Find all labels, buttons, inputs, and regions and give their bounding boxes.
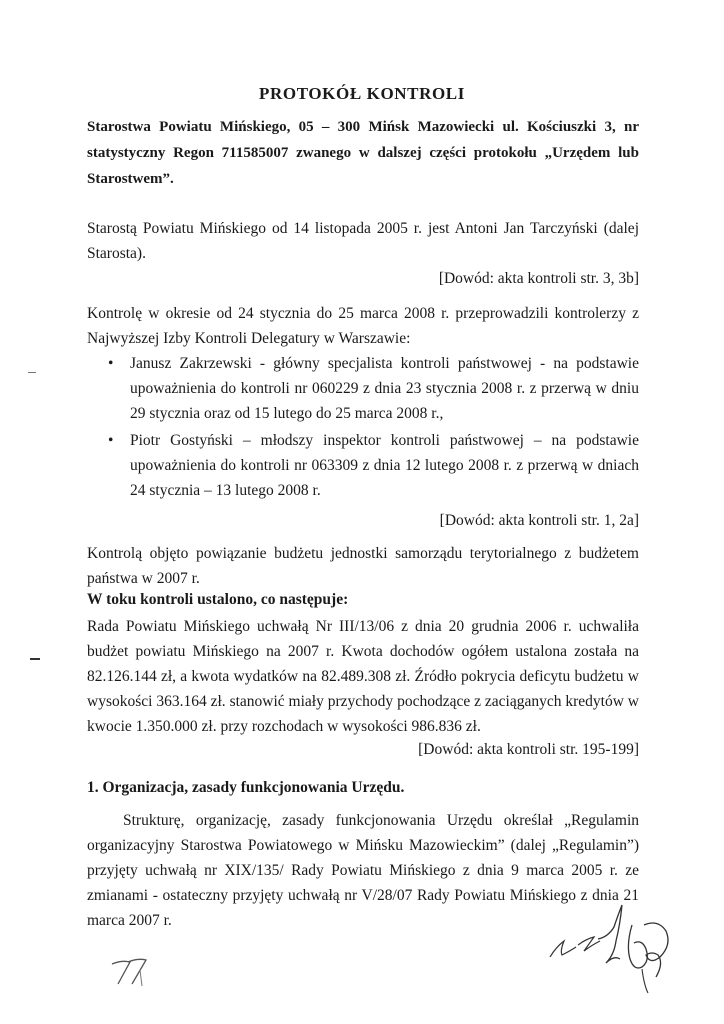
handwritten-page-number-icon [100,952,160,992]
scope-paragraph: Kontrolą objęto powiązanie budżetu jednostki samorządu terytorialnego z budżetem państwa w 2007 r. [87,545,639,587]
budget-paragraph: Rada Powiatu Mińskiego uchwałą Nr III/13/06 z dnia 20 grudnia 2006 r. uchwaliła budżet powiatu Mińskiego na 2007 r. Kwota dochodów ogółem ustalona została na 82.126.144 zł, a kwota wydatków na 82.489.308 zł. Źródło pokrycia deficytu budżetu w wysokości 363.164 zł. stanowić miały przychody pochodzące z zaciąganych kredytów w kwocie 1.350.000 zł. przy rozchodach w wysokości 986.836 zł. [87,618,639,735]
section-1-heading: 1. Organizacja, zasady funkcjonowania Urzędu. [87,779,405,796]
margin-mark [28,372,36,373]
signature-icon [540,895,690,1000]
findings-heading: W toku kontroli ustalono, co następuje: [87,591,349,608]
controllers-list [108,351,639,503]
evidence-note-2: [Dowód: akta kontroli str. 1, 2a] [439,512,639,529]
margin-mark [30,658,40,660]
document-title: PROTOKÓŁ KONTROLI [259,84,465,103]
structure-paragraph: Strukturę, organizację, zasady funkcjonowania Urzędu określał „Regulamin organizacyjny Starostwa Powiatowego w Mińsku Mazowieckim” (dalej „Regulamin”) przyjęty uchwałą nr XIX/135/ Rady Powiatu Mińskiego z dnia 9 marca 2005 r. ze zmianami - ostateczny przyjęty uchwałą nr V/28/07 Rady Powiatu Mińskiego z dnia 21 marca 2007 r. [87,812,639,929]
starosta-paragraph: Starostą Powiatu Mińskiego od 14 listopada 2005 r. jest Antoni Jan Tarczyński (dalej Starosta). [87,220,639,262]
evidence-note-3: [Dowód: akta kontroli str. 195-199] [418,741,639,758]
list-item [108,428,639,503]
bullet-icon: • [108,355,114,372]
header-paragraph: Starostwa Powiatu Mińskiego, 05 – 300 Mińsk Mazowiecki ul. Kościuszki 3, nr statystyczny Regon 711585007 zwanego w dalszej części protokołu „Urzędem lub Starostwem”. [87,119,639,187]
controller-text: Janusz Zakrzewski - główny specjalista kontroli państwowej - na podstawie upoważnienia do kontroli nr 060229 z dnia 23 stycznia 2008 r. z przerwą w dniu 29 stycznia oraz od 15 lutego do 25 marca 2008 r., [130,355,639,422]
list-item [108,351,639,426]
bullet-icon: • [108,432,114,449]
controller-text: Piotr Gostyński – młodszy inspektor kontroli państwowej – na podstawie upoważnienia do kontroli nr 063309 z dnia 12 lutego 2008 r. z przerwą w dniach 24 stycznia – 13 lutego 2008 r. [130,432,639,499]
control-paragraph: Kontrolę w okresie od 24 stycznia do 25 marca 2008 r. przeprowadzili kontrolerzy z Najwyższej Izby Kontroli Delegatury w Warszawie: [87,305,639,347]
evidence-note-1: [Dowód: akta kontroli str. 3, 3b] [438,270,639,287]
